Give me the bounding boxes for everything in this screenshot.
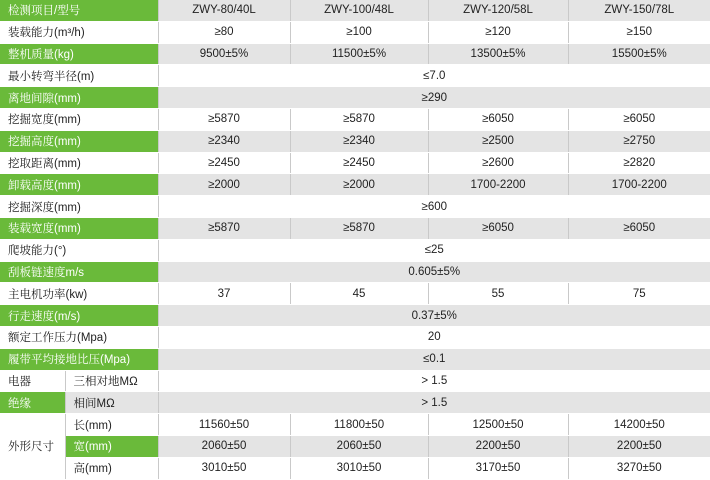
cell: ≥2000 <box>290 174 428 196</box>
cell: ≥600 <box>158 196 710 218</box>
row-turning-radius <box>0 65 710 87</box>
cell: > 1.5 <box>158 370 710 392</box>
row-insulation <box>0 392 710 414</box>
row-dig-depth <box>0 196 710 218</box>
cell: 2200±50 <box>428 435 568 457</box>
row-mass <box>0 43 710 65</box>
model-4: ZWY-150/78L <box>568 0 710 21</box>
row-label: 卸载高度(mm) <box>0 174 158 196</box>
cell: ≥6050 <box>428 108 568 130</box>
cell: ≥5870 <box>290 217 428 239</box>
row-dig-width <box>0 108 710 130</box>
cell: ≥80 <box>158 21 290 43</box>
row-height <box>0 457 710 479</box>
row-pressure <box>0 326 710 348</box>
cell: ≥120 <box>428 21 568 43</box>
row-label: 挖取距离(mm) <box>0 152 158 174</box>
row-label: 挖掘深度(mm) <box>0 196 158 218</box>
cell: ≥6050 <box>568 217 710 239</box>
cell: 2060±50 <box>290 435 428 457</box>
row-sub-label: 宽(mm) <box>65 435 158 457</box>
cell: ≥5870 <box>158 217 290 239</box>
model-1: ZWY-80/40L <box>158 0 290 21</box>
cell: 20 <box>158 326 710 348</box>
cell: 1700-2200 <box>568 174 710 196</box>
row-label: 主电机功率(kw) <box>0 283 158 305</box>
cell: 0.37±5% <box>158 305 710 327</box>
row-label: 装载宽度(mm) <box>0 217 158 239</box>
row-group-label: 电器 <box>0 370 65 392</box>
row-dig-distance <box>0 152 710 174</box>
row-group-label: 绝缘 <box>0 392 65 414</box>
cell: ≥2450 <box>290 152 428 174</box>
header-label: 检测项目/型号 <box>0 0 158 21</box>
cell: ≥2500 <box>428 130 568 152</box>
row-label: 装载能力(m³/h) <box>0 21 158 43</box>
cell: > 1.5 <box>158 392 710 414</box>
cell: 11500±5% <box>290 43 428 65</box>
row-sub-label: 高(mm) <box>65 457 158 479</box>
cell: 12500±50 <box>428 414 568 436</box>
row-length <box>0 414 710 436</box>
row-sub-label: 三相对地MΩ <box>65 370 158 392</box>
row-label: 挖掘宽度(mm) <box>0 108 158 130</box>
cell: ≥150 <box>568 21 710 43</box>
cell: 2060±50 <box>158 435 290 457</box>
row-unload-height <box>0 174 710 196</box>
row-label: 爬坡能力(°) <box>0 239 158 261</box>
cell: ≥2450 <box>158 152 290 174</box>
row-label: 最小转弯半径(m) <box>0 65 158 87</box>
cell: ≥2340 <box>158 130 290 152</box>
row-track-pressure <box>0 348 710 370</box>
cell: 1700-2200 <box>428 174 568 196</box>
row-sub-label: 相间MΩ <box>65 392 158 414</box>
row-capacity <box>0 21 710 43</box>
row-width <box>0 435 710 457</box>
cell: 45 <box>290 283 428 305</box>
row-label: 离地间隙(mm) <box>0 87 158 109</box>
cell: ≥5870 <box>290 108 428 130</box>
cell: ≥2750 <box>568 130 710 152</box>
row-travel-speed <box>0 305 710 327</box>
cell: ≤0.1 <box>158 348 710 370</box>
row-label: 额定工作压力(Mpa) <box>0 326 158 348</box>
cell: 11560±50 <box>158 414 290 436</box>
cell: ≥2000 <box>158 174 290 196</box>
cell: ≥100 <box>290 21 428 43</box>
cell: 75 <box>568 283 710 305</box>
cell: ≥2600 <box>428 152 568 174</box>
row-load-width <box>0 217 710 239</box>
cell: 14200±50 <box>568 414 710 436</box>
row-ground-clearance <box>0 87 710 109</box>
row-label: 刮板链速度m/s <box>0 261 158 283</box>
row-scraper-speed <box>0 261 710 283</box>
row-label: 整机质量(kg) <box>0 43 158 65</box>
cell: 55 <box>428 283 568 305</box>
row-group-label: 外形尺寸 <box>0 414 65 479</box>
row-electrical <box>0 370 710 392</box>
row-label: 履带平均接地比压(Mpa) <box>0 348 158 370</box>
cell: 3170±50 <box>428 457 568 479</box>
cell: 2200±50 <box>568 435 710 457</box>
header-row <box>0 0 710 21</box>
cell: ≥290 <box>158 87 710 109</box>
cell: ≤25 <box>158 239 710 261</box>
cell: 3010±50 <box>158 457 290 479</box>
row-motor-power <box>0 283 710 305</box>
cell: 3010±50 <box>290 457 428 479</box>
cell: 9500±5% <box>158 43 290 65</box>
cell: ≤7.0 <box>158 65 710 87</box>
cell: 13500±5% <box>428 43 568 65</box>
cell: ≥5870 <box>158 108 290 130</box>
row-sub-label: 长(mm) <box>65 414 158 436</box>
cell: 15500±5% <box>568 43 710 65</box>
row-label: 行走速度(m/s) <box>0 305 158 327</box>
cell: 11800±50 <box>290 414 428 436</box>
row-label: 挖掘高度(mm) <box>0 130 158 152</box>
model-3: ZWY-120/58L <box>428 0 568 21</box>
cell: 3270±50 <box>568 457 710 479</box>
cell: ≥2820 <box>568 152 710 174</box>
model-2: ZWY-100/48L <box>290 0 428 21</box>
cell: ≥2340 <box>290 130 428 152</box>
row-dig-height <box>0 130 710 152</box>
row-climb <box>0 239 710 261</box>
cell: 37 <box>158 283 290 305</box>
cell: ≥6050 <box>428 217 568 239</box>
cell: 0.605±5% <box>158 261 710 283</box>
cell: ≥6050 <box>568 108 710 130</box>
